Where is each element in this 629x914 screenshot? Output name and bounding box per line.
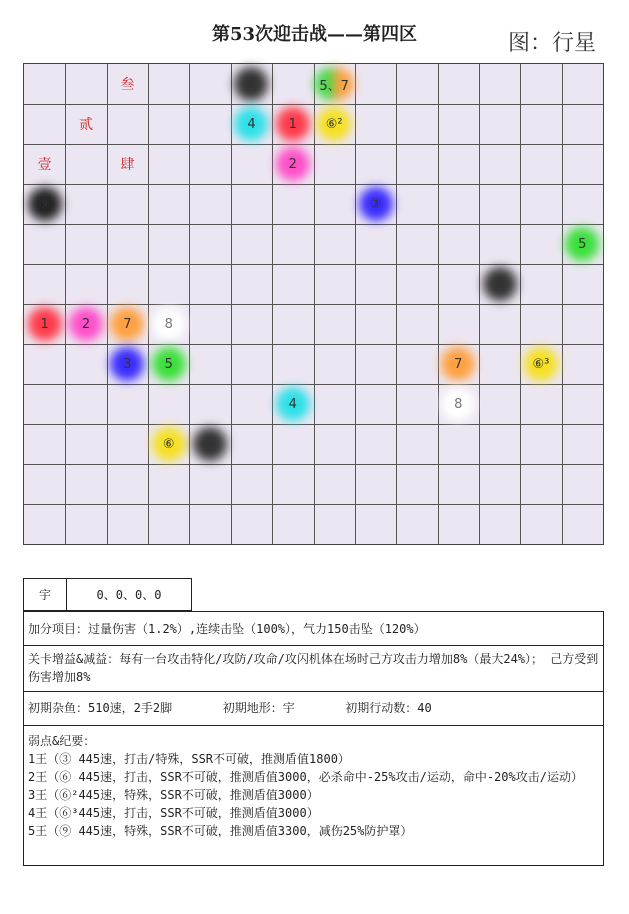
weakness-notes: [23, 726, 604, 866]
unit-marker: [149, 424, 189, 464]
unit-marker: [273, 144, 313, 184]
unit-marker: [231, 104, 271, 144]
unit-marker: [438, 344, 478, 384]
unit-label: 1: [288, 116, 297, 132]
grid-line-horizontal: [24, 464, 603, 465]
weakness-line: 1王（③ 445速，打击/特殊，SSR不可破，推测盾值1800）: [28, 752, 350, 766]
initial-fish: 初期杂鱼：510速，2手2脚: [28, 701, 173, 715]
unit-label: 5: [164, 356, 173, 372]
bonus-items: 加分项目：过量伤害（1.2%）,连续击坠（100%），气力150击坠（120%）: [23, 611, 604, 646]
unit-label: 7: [123, 316, 132, 332]
unit-marker: [521, 344, 561, 384]
unit-marker: [149, 344, 189, 384]
unit-marker: [231, 64, 271, 104]
grid-line-horizontal: [24, 384, 603, 385]
unit-label: ⑥: [162, 436, 175, 452]
page-title: 第53次迎击战——第四区: [211, 24, 418, 45]
weakness-line: 2王（⑥ 445速，打击，SSR不可破，推测盾值3000，必杀命中-25%攻击/运动，命中-20%攻击/运动）: [28, 770, 583, 784]
unit-label: 3: [123, 356, 132, 372]
unit-marker: [149, 304, 189, 344]
initial-actions: 初期行动数：40: [345, 701, 432, 715]
terrain-label: 宇: [23, 578, 67, 611]
unit-label: 2: [288, 156, 297, 172]
unit-marker: [107, 304, 147, 344]
zone-label: 肆: [120, 157, 135, 173]
zone-label: 壹: [37, 157, 52, 173]
unit-marker: [25, 304, 65, 344]
grid-line-horizontal: [24, 184, 603, 185]
unit-label: 9: [495, 276, 504, 292]
unit-label: 5: [578, 236, 587, 252]
weakness-line: 5王（⑨ 445速，特殊，SSR不可破，推测盾值3300，减伤25%防护罩）: [28, 824, 413, 838]
unit-marker: [66, 304, 106, 344]
unit-label: 7: [454, 356, 463, 372]
unit-marker: [480, 264, 520, 304]
initial-conditions: [23, 692, 604, 726]
unit-label: ⑨: [38, 196, 51, 212]
terrain-row: [23, 578, 604, 611]
unit-label: 1: [40, 316, 49, 332]
unit-label: 8: [164, 316, 173, 332]
unit-marker: [562, 224, 602, 264]
stage-effects: 关卡增益&减益：每有一台攻击特化/攻防/攻命/攻闪机体在场时己方攻击力增加8%（最大24%）； 己方受到伤害增加8%: [23, 646, 604, 692]
unit-label: 2: [81, 316, 91, 332]
unit-label: ⑥³: [532, 356, 550, 372]
unit-marker: [273, 384, 313, 424]
unit-marker: [438, 384, 478, 424]
unit-label: 8: [454, 396, 463, 412]
unit-marker: [273, 104, 313, 144]
zone-label: 贰: [79, 117, 94, 133]
unit-marker: [190, 424, 230, 464]
unit-marker: [107, 344, 147, 384]
unit-label: 5、7: [319, 78, 349, 94]
unit-label: 4: [247, 116, 256, 132]
initial-terrain: 初期地形：宇: [222, 701, 295, 715]
unit-label: ⑥²: [325, 116, 343, 132]
grid-line-horizontal: [24, 224, 603, 225]
grid-line-horizontal: [24, 504, 603, 505]
unit-marker: [314, 104, 354, 144]
weakness-line: 4王（⑥³445速，打击，SSR不可破，推测盾值3000）: [28, 806, 319, 820]
unit-marker: [356, 184, 396, 224]
terrain-values: 0、0、0、0: [67, 578, 192, 611]
battle-map-grid: [23, 63, 604, 545]
unit-marker: [314, 64, 354, 104]
unit-label: ③: [369, 196, 382, 212]
unit-marker: [25, 184, 65, 224]
weakness-line: 3王（⑥²445速，特殊，SSR不可破，推测盾值3000）: [28, 788, 319, 802]
unit-label: 9: [247, 76, 256, 92]
grid-line-horizontal: [24, 424, 603, 425]
unit-label: 9: [205, 436, 215, 452]
zone-label: 叁: [120, 77, 135, 93]
stage-info-panel: [23, 578, 604, 866]
unit-label: 4: [288, 396, 297, 412]
map-name-label: 图：行星: [508, 31, 597, 56]
weakness-title: 弱点&纪要：: [28, 734, 96, 748]
